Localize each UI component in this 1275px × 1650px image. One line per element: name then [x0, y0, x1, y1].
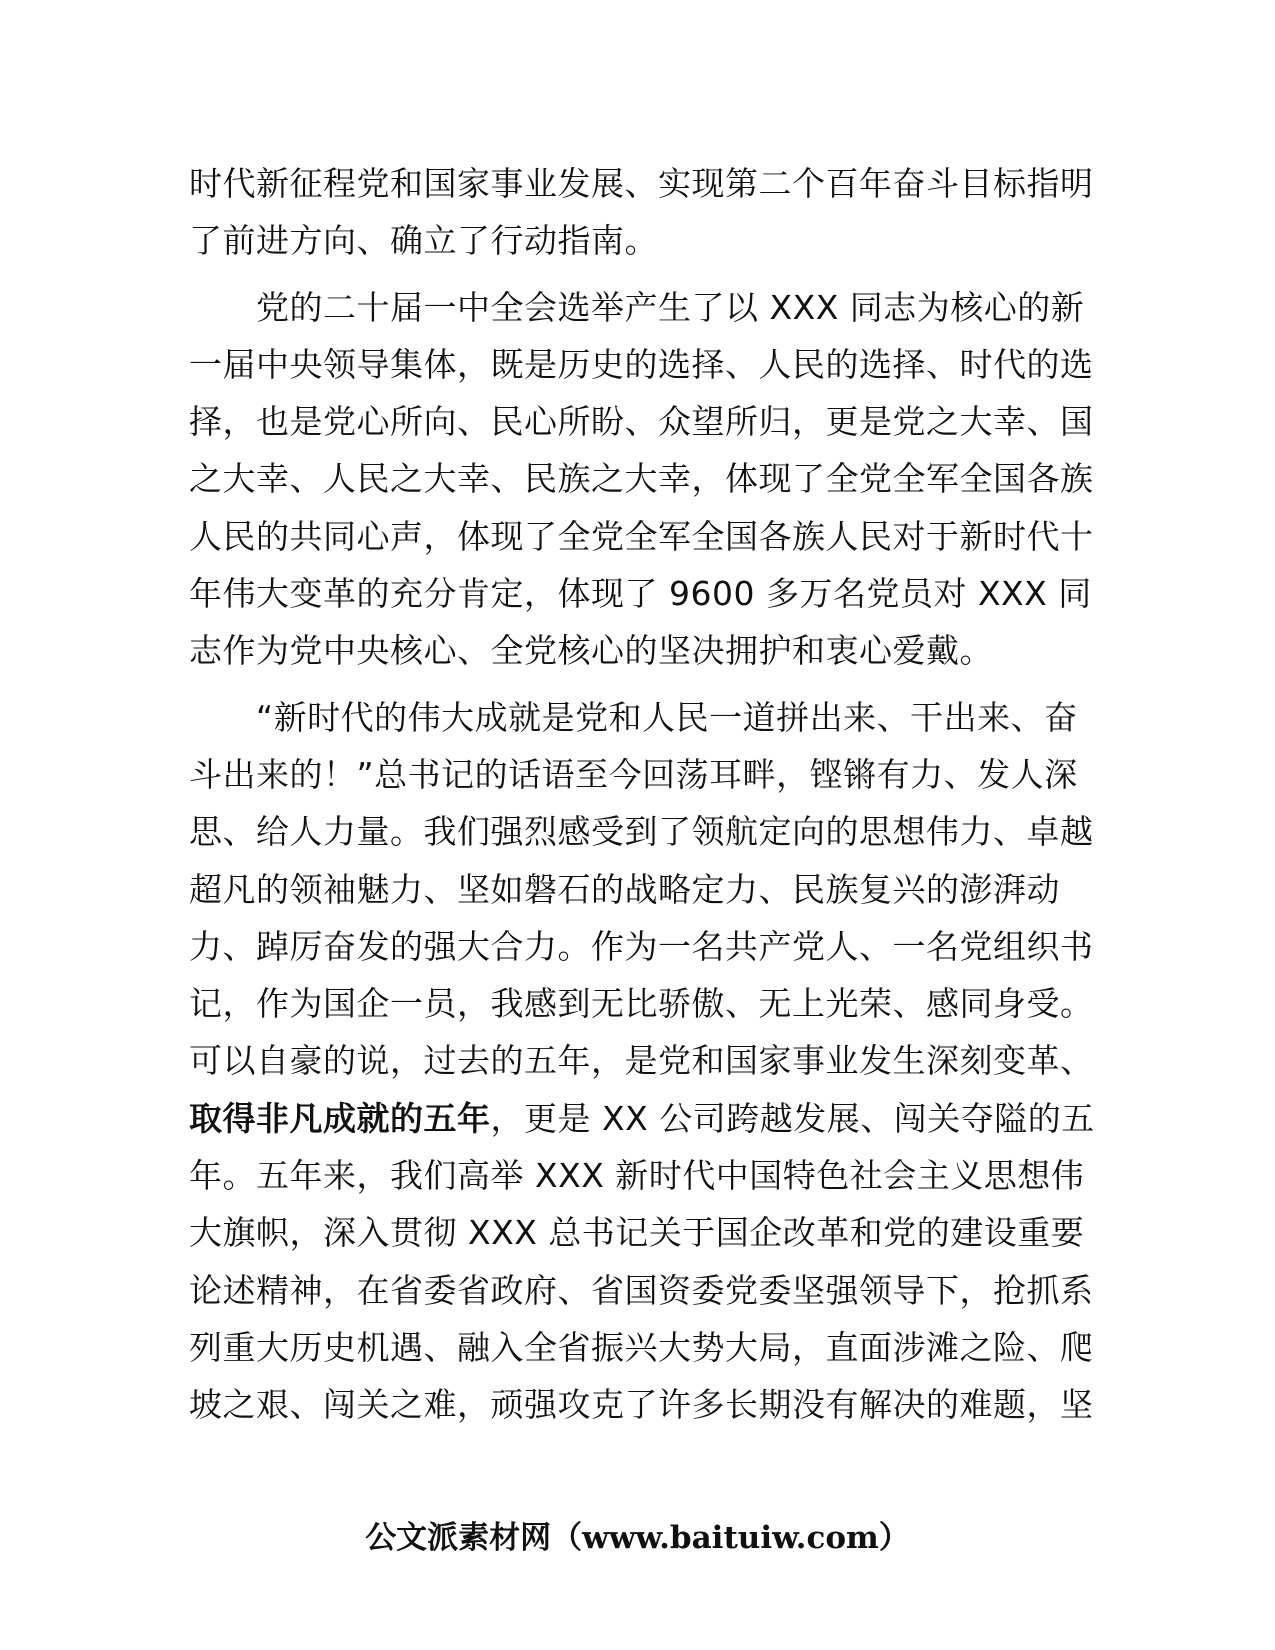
text-line: 力、踔厉奋发的强大合力。作为一名共产党人、一名党组织书 [189, 926, 1094, 966]
text-line: 时代新征程党和国家事业发展、实现第二个百年奋斗目标指明 [189, 164, 1094, 203]
text-line: 坡之艰、闯关之难，顽强攻克了许多长期没有解决的难题，坚 [189, 1385, 1094, 1425]
text-line: 列重大历史机遇、融入全省振兴大势大局，直面涉滩之险、爬 [189, 1327, 1094, 1367]
text-line: 年伟大变革的充分肯定，体现了 9600 多万名党员对 XXX 同 [189, 574, 1092, 614]
text-line: 党的二十届一中全会选举产生了以 XXX 同志为核心的新 [189, 287, 1085, 327]
body-text [189, 155, 1095, 1434]
text-line: “新时代的伟大成就是党和人民一道拼出来、干出来、奋 [189, 697, 1078, 737]
text-line: 记，作为国企一员，我感到无比骄傲、无上光荣、感同身受。 [189, 984, 1094, 1024]
text-line: 了前进方向、确立了行动指南。 [189, 221, 658, 261]
text-line: 之大幸、人民之大幸、民族之大幸，体现了全党全军全国各族 [189, 459, 1094, 499]
text-run: ，更是 XX 公司跨越发展、闯关夺隘的五 [490, 1098, 1095, 1138]
text-line: 大旗帜，深入贯彻 XXX 总书记关于国企改革和党的建设重要 [189, 1213, 1085, 1253]
text-line: 一届中央领导集体，既是历史的选择、人民的选择、时代的选 [189, 344, 1094, 384]
text-line: 思、给人力量。我们强烈感受到了领航定向的思想伟力、卓越 [189, 812, 1094, 852]
text-line: 年。五年来，我们高举 XXX 新时代中国特色社会主义思想伟 [189, 1156, 1085, 1196]
text-line-mixed [189, 1090, 1095, 1147]
text-line: 论述精神，在省委省政府、省国资委党委坚强领导下，抢抓系 [189, 1270, 1094, 1310]
text-line: 可以自豪的说，过去的五年，是党和国家事业发生深刻变革、 [189, 1041, 1094, 1081]
text-line: 志作为党中央核心、全党核心的坚决拥护和衷心爱戴。 [189, 631, 993, 671]
bold-phrase: 取得非凡成就的五年 [189, 1098, 491, 1138]
text-line: 人民的共同心声，体现了全党全军全国各族人民对于新时代十 [189, 516, 1094, 556]
footer-watermark: 公文派素材网（www.baituiw.com） [365, 1520, 910, 1556]
text-line: 超凡的领袖魅力、坚如磐石的战略定力、民族复兴的澎湃动 [189, 869, 1060, 909]
text-line: 斗出来的！”总书记的话语至今回荡耳畔，铿锵有力、发人深 [189, 754, 1078, 794]
text-line: 择，也是党心所向、民心所盼、众望所归，更是党之大幸、国 [189, 402, 1094, 442]
